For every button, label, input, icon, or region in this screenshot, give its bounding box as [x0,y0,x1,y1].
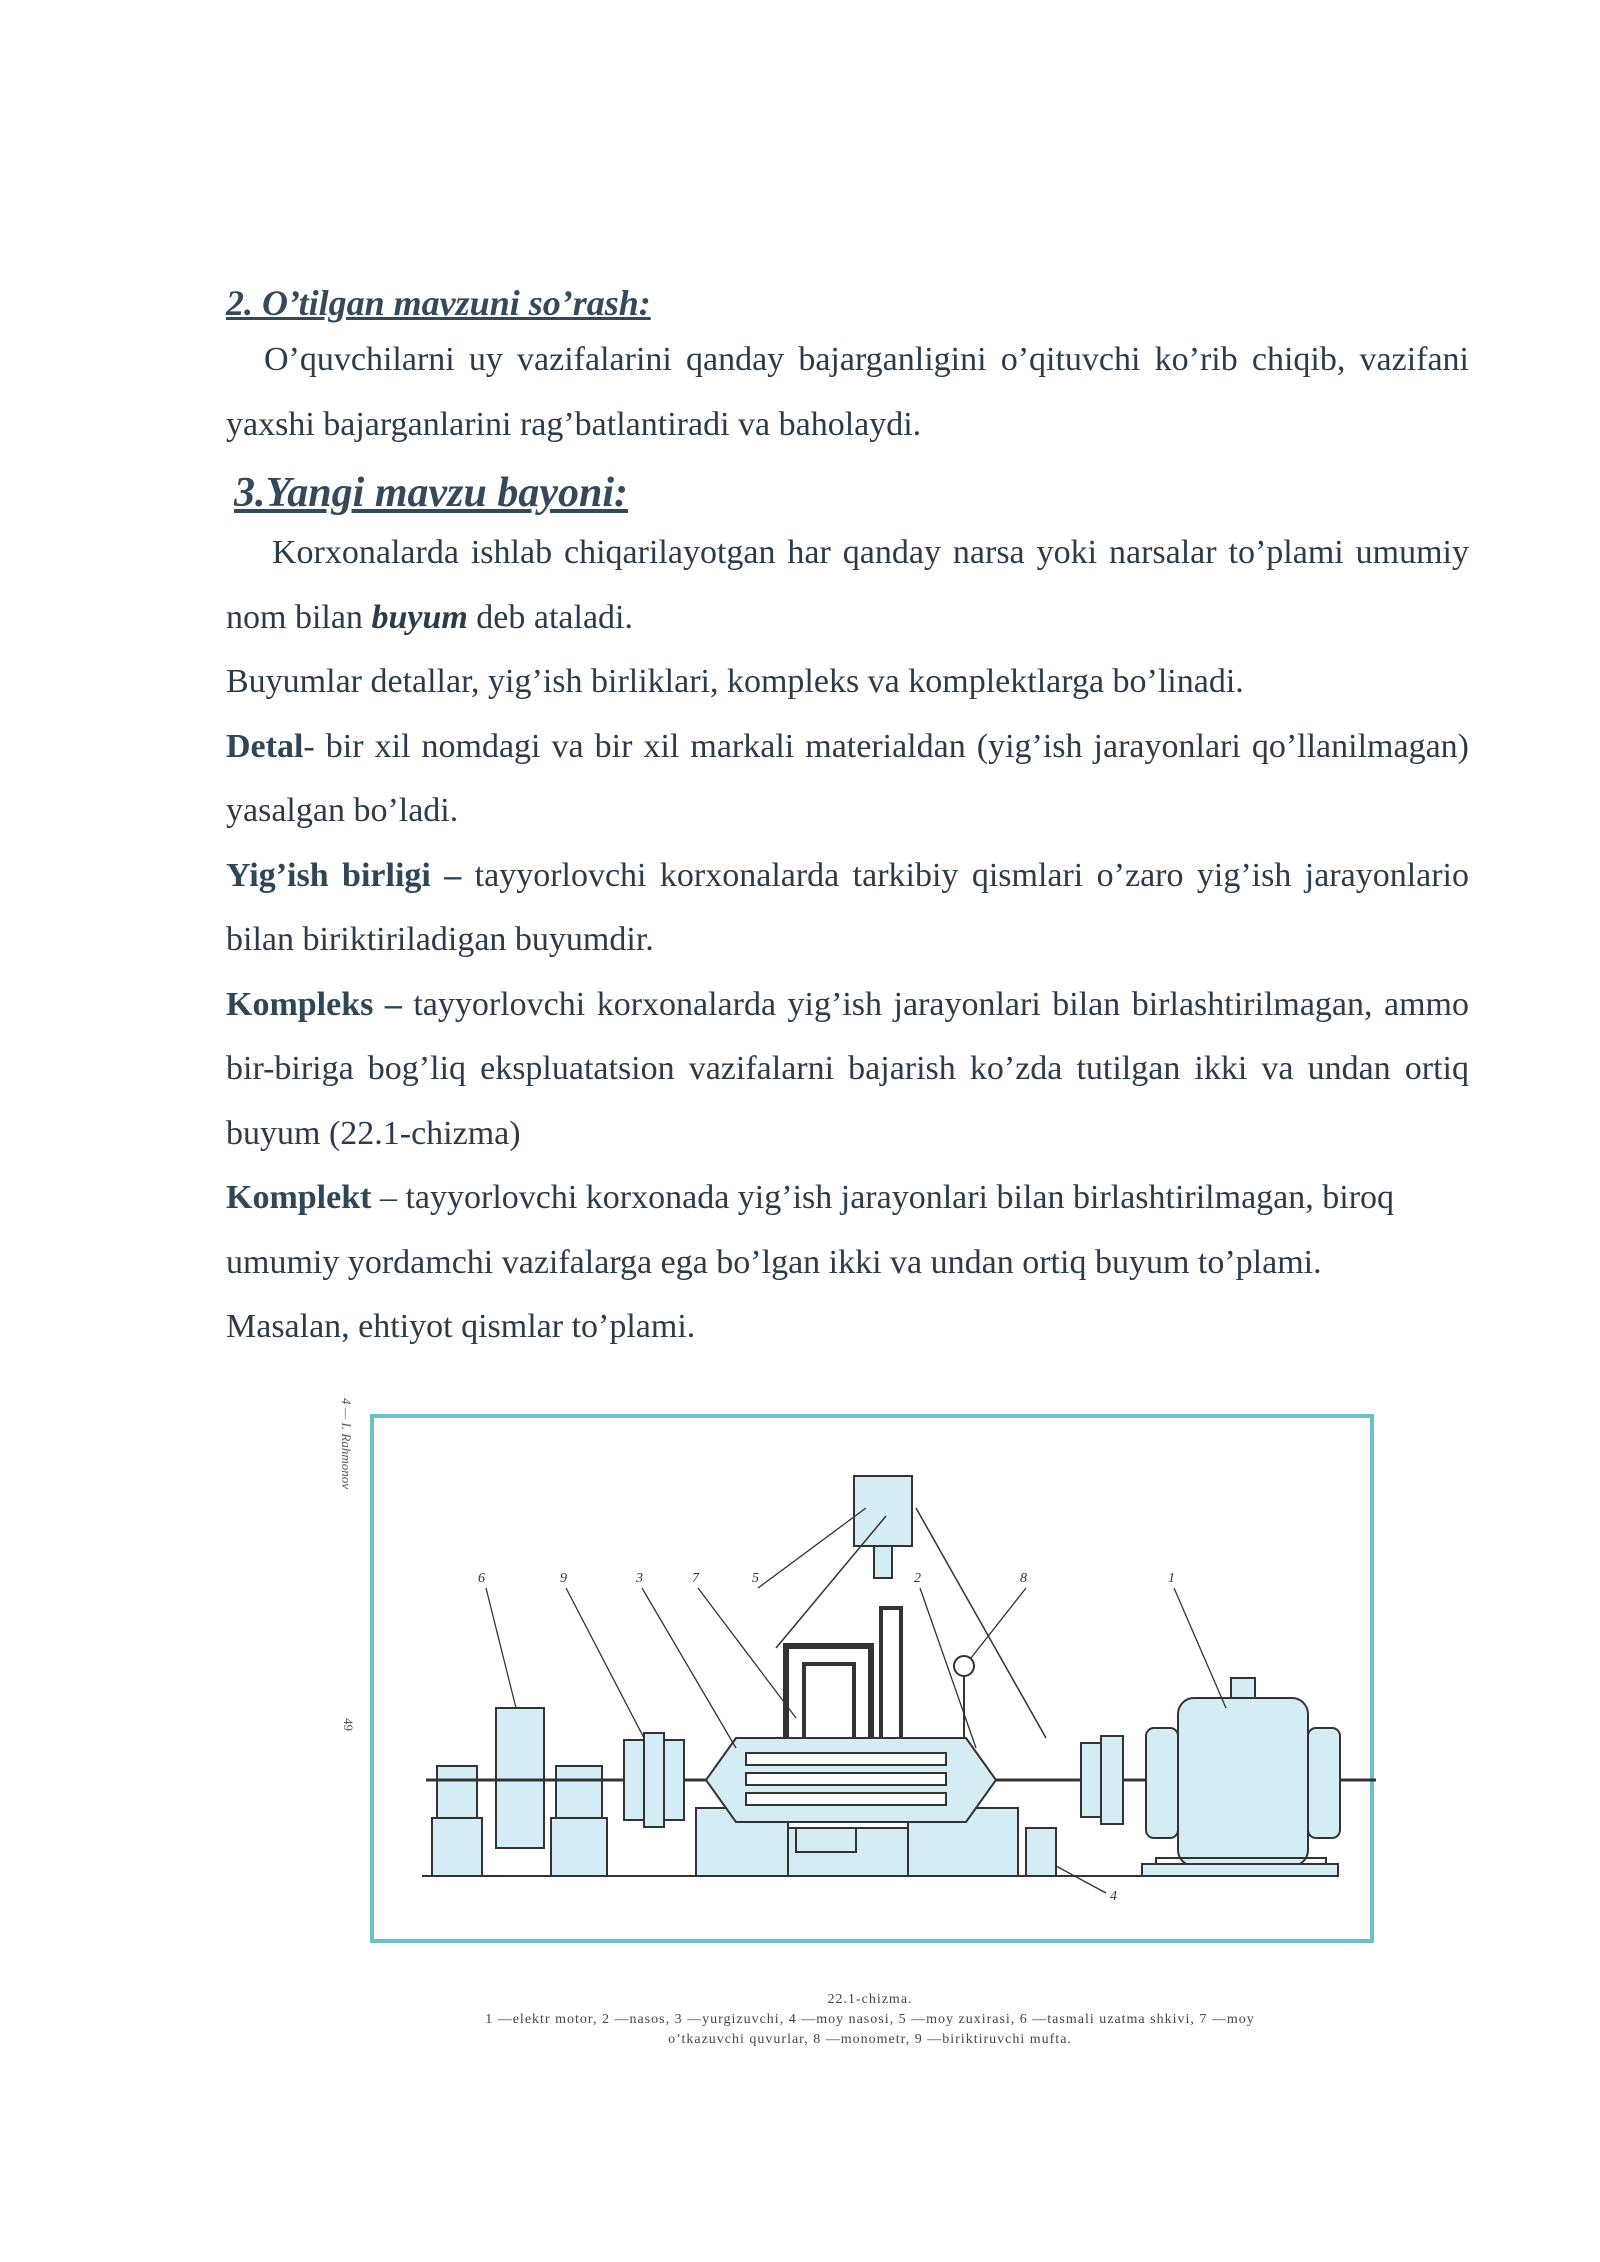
pump-tube-1 [746,1753,946,1765]
figure-side-label-author: 4 — I. Rahmonov [339,1398,354,1489]
callout-7: 7 [692,1571,699,1586]
callout-2: 2 [914,1571,921,1586]
division-paragraph: Buyumlar detallar, yig’ish birliklari, kompleks va komplektlarga bo’linadi. [226,663,1244,700]
definition-kompleks-text: tayyorlovchi korxonalarda yig’ish jarayonlari bilan birlashtirilmagan, ammo bir-biriga bog’liq ekspluatatsion vazifalarni bajarish ko’zda tutilgan ikki va undan ortiq buyum (22.1-chizma) [226,985,1469,1152]
section-2-paragraph: O’quvchilarni uy vazifalarini qanday bajarganligini o’qituvchi ko’rib chiqib, vazifani yaxshi bajarganlarini rag’batlantiradi va baholaydi. [226,341,1469,443]
figure-caption [390,1990,1350,2050]
term-detal: Detal [226,727,304,765]
caption-line-1: 1 —elektr motor, 2 —nasos, 3 —yurgizuvchi, 4 —moy nasosi, 5 —moy zuxirasi, 6 —tasmali uzatma shkivi, 7 —moy [485,2012,1255,2027]
tasmali-shkiv [496,1708,544,1848]
callout-3: 3 [636,1571,643,1586]
definition-kompleks [226,973,1469,1167]
term-yigish-birligi: Yig’ish birligi – [226,856,462,894]
oil-tank-neck [874,1546,892,1578]
machine-diagram-figure [326,1388,1396,1958]
term-kompleks: Kompleks – [226,985,402,1023]
caption-line-2: o’tkazuvchi quvurlar, 8 —monometr, 9 —biriktiruvchi mufta. [668,2032,1072,2047]
section-3-heading: 3.Yangi mavzu bayoni: [234,470,628,516]
motor-end-right [1308,1728,1340,1838]
motor-end-left [1146,1728,1178,1838]
coupling-left-c [664,1740,684,1820]
left-support-1 [432,1818,482,1876]
oil-pump [796,1828,856,1852]
oil-pump-right [1026,1828,1056,1876]
callout-1: 1 [1168,1571,1175,1586]
coupling-right-a [1081,1743,1101,1817]
intro-paragraph [226,521,1469,650]
motor-base-plate [1142,1864,1338,1876]
pump-tube-2 [746,1773,946,1785]
left-support-2 [551,1818,607,1876]
callout-9: 9 [560,1571,567,1586]
coupling-left-b [644,1733,664,1827]
callout-8: 8 [1020,1571,1027,1586]
left-bearing-2 [556,1766,602,1818]
left-bearing-1 [437,1766,477,1818]
callout-5: 5 [752,1571,759,1586]
definition-yigish-birligi [226,844,1469,973]
definition-detal [226,715,1469,844]
intro-term-buyum: buyum [371,598,468,636]
text-block [226,278,1469,1360]
electric-motor [1178,1698,1308,1866]
callout-4: 4 [1110,1889,1117,1904]
motor-terminal [1231,1678,1255,1698]
term-komplekt: Komplekt [226,1179,372,1216]
definition-yigish-birligi-text: tayyorlovchi korxonalarda tarkibiy qismlari o’zaro yig’ish jarayonlario bilan biriktiriladigan buyumdir. [226,856,1469,958]
callout-6: 6 [478,1571,485,1586]
coupling-left-a [624,1740,644,1820]
intro-text-b: deb ataladi. [467,598,633,636]
caption-title: 22.1-chizma. [827,1992,913,2007]
definition-komplekt-text: – tayyorlovchi korxonada yig’ish jarayonlari bilan birlashtirilmagan, biroq umumiy yordamchi vazifalarga ega bo’lgan ikki va undan ortiq buyum to’plami. Masalan, ehtiyot qismlar to’plami. [226,1179,1395,1345]
definition-detal-text: - bir xil nomdagi va bir xil markali materialdan (yig’ish jarayonlari qo’llanilmagan) yasalgan bo’ladi. [226,727,1469,829]
section-2-heading: 2. O’tilgan mavzuni so’rash: [226,283,651,323]
intro-text-a: Korxonalarda ishlab chiqarilayotgan har qanday narsa yoki narsalar to’plami umumiy nom bilan [226,534,1469,636]
manometer [954,1656,974,1676]
definition-komplekt [226,1166,1396,1360]
machine-diagram [326,1388,1396,1958]
pump-tube-3 [746,1793,946,1805]
coupling-right-b [1101,1736,1123,1824]
figure-side-page-number: 49 [341,1718,356,1731]
